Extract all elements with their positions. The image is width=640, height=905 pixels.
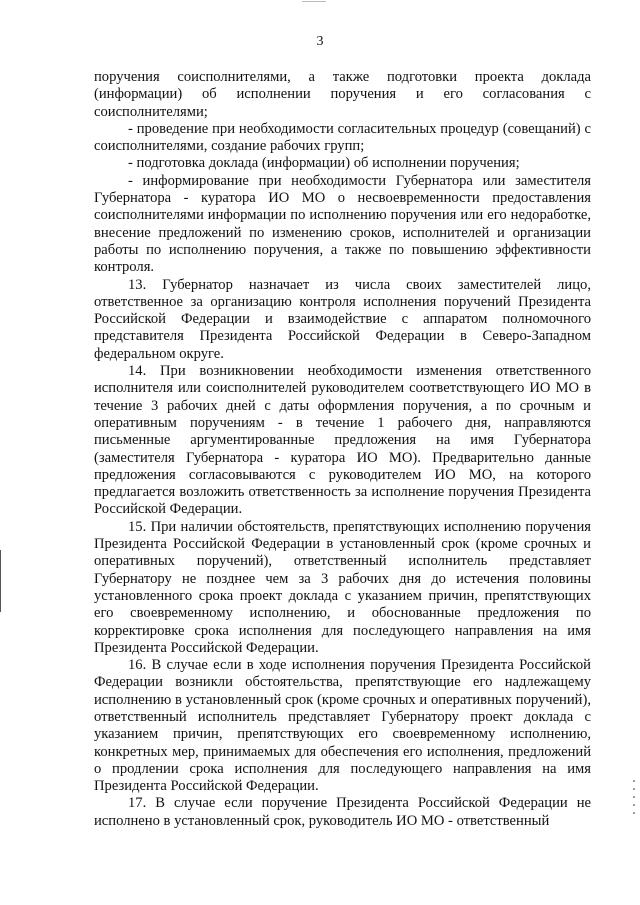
list-item-procedures: - проведение при необходимости согласительных процедур (совещаний) с соисполнителями, создание рабочих групп; <box>94 120 591 155</box>
list-item-inform: - информирование при необходимости Губернатора или заместителя Губернатора - куратора ИО МО о несвоевременности предоставления соисполнителями информации по исполнению поручения или его недоработке, внесение предложений по изменению сроков, исполнителей и организации работы по исполнению поручения, а также по повышению эффективности контроля. <box>94 172 591 276</box>
paragraph-continuation: поручения соисполнителями, а также подготовки проекта доклада (информации) об исполнении поручения и его согласования с соисполнителями; <box>94 69 591 120</box>
paragraph-14: 14. При возникновении необходимости изменения ответственного исполнителя или соисполнителей руководителем соответствующего ИО МО в течение 3 рабочих дней с даты оформления поручения, а по срочным и оперативным поручениям - в течение 1 рабочего дня, направляются письменные аргументированные предложения на имя Губернатора (заместителя Губернатора - куратора ИО МО). Предварительно данные предложения согласовываются с руководителем ИО МО, на которого предлагается возложить ответственность за исполнение поручения Президента Российской Федерации. <box>94 363 591 518</box>
paragraph-13: 13. Губернатор назначает из числа своих заместителей лицо, ответственное за организацию контроля исполнения поручений Президента Российской Федерации и взаимодействие с аппаратом полномочного представителя Президента Российской Федерации в Северо-Западном федеральном округе. <box>94 276 591 362</box>
scan-mark-top <box>302 1 326 2</box>
paragraph-15: 15. При наличии обстоятельств, препятствующих исполнению поручения Президента Российской Федерации в установленный срок (кроме срочных и оперативных поручений), ответственный исполнитель представляет Губернатору не позднее чем за 3 рабочих дня до истечения половины установленного срока проект доклада с указанием причин, препятствующих его своевременному исполнению, и обоснованные предложения по корректировке срока исполнения для последующего направления на имя Президента Российской Федерации. <box>94 518 591 656</box>
body-text <box>94 69 591 830</box>
scan-mark-left <box>0 550 1 612</box>
page-number: 3 <box>316 34 324 49</box>
scan-marks-right <box>633 780 635 820</box>
list-item-report: - подготовка доклада (информации) об исполнении поручения; <box>128 155 520 172</box>
paragraph-16: 16. В случае если в ходе исполнения поручения Президента Российской Федерации возникли обстоятельства, препятствующие его надлежащему исполнению в установленный срок (кроме срочных и оперативных поручений), ответственный исполнитель представляет Губернатору проект доклада с указанием причин, препятствующих его своевременному исполнению, конкретных мер, принимаемых для обеспечения его исполнения, предложений о продлении срока исполнения для последующего направления на имя Президента Российской Федерации. <box>94 657 591 795</box>
paragraph-17: 17. В случае если поручение Президента Российской Федерации не исполнено в установленный срок, руководитель ИО МО - ответственный <box>94 795 591 829</box>
